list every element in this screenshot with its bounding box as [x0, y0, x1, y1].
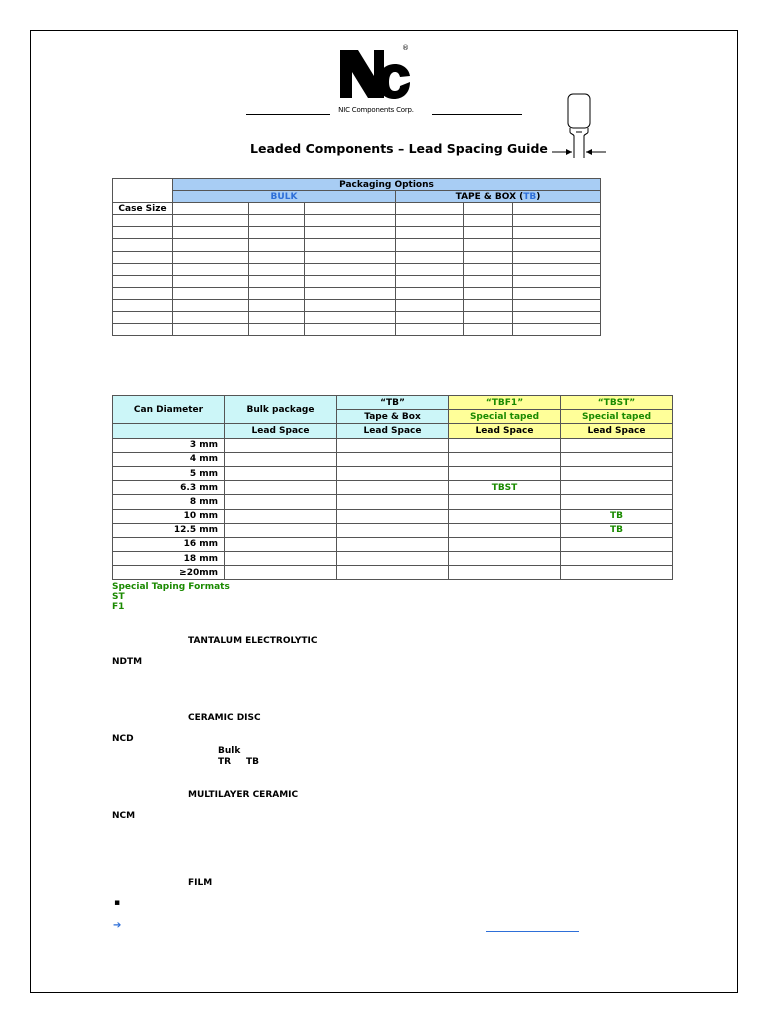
bulk-cell [225, 495, 337, 509]
tbf1-cell [449, 537, 561, 551]
t1-cell [464, 239, 513, 251]
tbst-cell [561, 552, 673, 566]
can-diameter-cell: 6.3 mm [113, 481, 225, 495]
tbst-cell: TB [561, 509, 673, 523]
t1-cell [173, 324, 249, 336]
t2-row [113, 481, 673, 495]
t1-cell [113, 324, 173, 336]
t1-cell [464, 299, 513, 311]
t1-cell [305, 312, 396, 324]
t2-row [113, 509, 673, 523]
arrow-icon: ➔ [113, 920, 122, 931]
t1-cell [464, 324, 513, 336]
t1-cell [305, 324, 396, 336]
tb-lead-space-header: Lead Space [337, 424, 449, 438]
bulk-cell [225, 523, 337, 537]
tbf1-cell [449, 495, 561, 509]
title-rule-left [246, 114, 330, 115]
tb-cell [337, 495, 449, 509]
film-heading: FILM [188, 878, 213, 888]
tbst-code-header: “TBST” [561, 396, 673, 410]
ndtm-label: NDTM [112, 657, 143, 667]
t1-cell [305, 287, 396, 299]
t1-cell [305, 239, 396, 251]
lead-space-table [112, 395, 673, 580]
can-diameter-cell: 16 mm [113, 537, 225, 551]
t1-row [113, 263, 601, 275]
tbst-cell [561, 566, 673, 580]
tantalum-heading: TANTALUM ELECTROLYTIC [188, 636, 318, 646]
multilayer-heading: MULTILAYER CERAMIC [188, 790, 299, 800]
bulk-cell [225, 566, 337, 580]
t1-cell [173, 312, 249, 324]
t1-cell [396, 312, 464, 324]
tbf1-code-header: “TBF1” [449, 396, 561, 410]
t1-cell [513, 227, 601, 239]
t1-cell [173, 299, 249, 311]
t1-row [113, 299, 601, 311]
t2-row [113, 452, 673, 466]
t1-cell [396, 227, 464, 239]
tbf1-lead-space-header: Lead Space [449, 424, 561, 438]
t1-cell [249, 227, 305, 239]
can-diameter-cell: 8 mm [113, 495, 225, 509]
can-diameter-cell: 12.5 mm [113, 523, 225, 537]
bulk-cell [225, 466, 337, 480]
t2-row [113, 566, 673, 580]
tape-box-label: TAPE & BOX ( [455, 191, 524, 202]
nic-logo [336, 42, 414, 102]
registered-mark: ® [402, 44, 409, 52]
t1-cell [249, 239, 305, 251]
hyperlink-underline[interactable] [486, 931, 579, 932]
tb-desc-header: Tape & Box [337, 410, 449, 424]
t1-row [113, 215, 601, 227]
t1-cell [173, 263, 249, 275]
t1-cell [249, 312, 305, 324]
special-taping-f1: F1 [112, 602, 125, 612]
t1-cell [464, 263, 513, 275]
packaging-options-table [112, 178, 601, 336]
can-diameter-cell: 5 mm [113, 466, 225, 480]
t1-cell [396, 299, 464, 311]
tbf1-cell [449, 566, 561, 580]
t1-cell [464, 275, 513, 287]
can-diameter-cell: 4 mm [113, 452, 225, 466]
t1-cell [113, 275, 173, 287]
t1-corner-cell [113, 179, 173, 203]
page-title: Leaded Components – Lead Spacing Guide [250, 141, 548, 156]
t1-cell [513, 263, 601, 275]
t1-row [113, 227, 601, 239]
t1-cell [249, 287, 305, 299]
tb-code-header: “TB” [337, 396, 449, 410]
t2-row [113, 537, 673, 551]
ncd-label: NCD [112, 734, 134, 744]
t1-cell [113, 287, 173, 299]
t1-cell [113, 299, 173, 311]
tbf1-cell [449, 552, 561, 566]
t2-row [113, 495, 673, 509]
tbf1-desc-header: Special taped [449, 410, 561, 424]
t1-cell [249, 299, 305, 311]
t1-cell [113, 227, 173, 239]
case-size-header: Case Size [113, 203, 173, 215]
t1-cell [513, 287, 601, 299]
tb-cell [337, 466, 449, 480]
special-taping-title: Special Taping Formats [112, 582, 230, 592]
can-diameter-cell: ≥20mm [113, 566, 225, 580]
tbf1-cell: TBST [449, 481, 561, 495]
ncd-bulk-label: Bulk [218, 746, 241, 756]
t1-row [113, 275, 601, 287]
tbf1-cell [449, 466, 561, 480]
tbst-cell [561, 537, 673, 551]
t1-cell [513, 275, 601, 287]
t1-cell [464, 215, 513, 227]
t1-cell [396, 324, 464, 336]
t1-row [113, 287, 601, 299]
t2-row [113, 438, 673, 452]
t1-cell [305, 215, 396, 227]
bulk-header: BULK [173, 191, 396, 203]
ncd-tr-label: TR [218, 757, 232, 767]
tb-cell [337, 523, 449, 537]
tbst-desc-header: Special taped [561, 410, 673, 424]
t1-cell [464, 287, 513, 299]
t1-row [113, 251, 601, 263]
can-diameter-cell: 18 mm [113, 552, 225, 566]
bulk-cell [225, 537, 337, 551]
ncm-label: NCM [112, 811, 136, 821]
t1-cell [173, 227, 249, 239]
tbst-cell [561, 481, 673, 495]
bulk-lead-space-header: Lead Space [225, 424, 337, 438]
t2-blank-header [113, 424, 225, 438]
t1-cell [113, 312, 173, 324]
t1-cell [396, 287, 464, 299]
can-diameter-header: Can Diameter [113, 396, 225, 424]
t1-cell [305, 275, 396, 287]
t1-cell [249, 215, 305, 227]
tb-cell [337, 452, 449, 466]
tb-cell [337, 438, 449, 452]
t1-cell [513, 215, 601, 227]
t1-row [113, 239, 601, 251]
t1-cell [513, 251, 601, 263]
bulk-package-header: Bulk package [225, 396, 337, 424]
special-taping-formats [112, 582, 230, 612]
t1-cell [513, 299, 601, 311]
tape-box-label-end: ) [536, 191, 541, 202]
tape-box-tb-code: TB [523, 191, 537, 202]
title-rule-right [432, 114, 522, 115]
tbst-lead-space-header: Lead Space [561, 424, 673, 438]
t2-row [113, 552, 673, 566]
tbf1-cell [449, 438, 561, 452]
t1-cell [396, 215, 464, 227]
tbf1-cell [449, 452, 561, 466]
bulk-cell [225, 481, 337, 495]
t1-body [113, 215, 601, 336]
bullet-marker: ▪ [114, 898, 121, 908]
t1-cell [249, 251, 305, 263]
t1-cell [513, 312, 601, 324]
t1-cell [305, 251, 396, 263]
t1-cell [464, 251, 513, 263]
t1-cell [113, 251, 173, 263]
t1-cell [305, 227, 396, 239]
t1-row [113, 324, 601, 336]
tbst-cell [561, 452, 673, 466]
t2-body [113, 438, 673, 580]
t2-row [113, 466, 673, 480]
tbst-cell [561, 438, 673, 452]
ceramic-disc-heading: CERAMIC DISC [188, 713, 261, 723]
tbf1-cell [449, 523, 561, 537]
t1-cell [113, 263, 173, 275]
tb-cell [337, 552, 449, 566]
tb-cell [337, 481, 449, 495]
t1-cell [513, 324, 601, 336]
logo-caption: NIC Components Corp. [338, 106, 414, 114]
t1-cell [113, 215, 173, 227]
packaging-options-header: Packaging Options [173, 179, 601, 191]
t1-cell [173, 251, 249, 263]
bulk-cell [225, 552, 337, 566]
tape-box-header [396, 191, 601, 203]
bulk-cell [225, 509, 337, 523]
can-diameter-cell: 10 mm [113, 509, 225, 523]
special-taping-st: ST [112, 592, 125, 602]
t1-row [113, 312, 601, 324]
t1-cell [113, 239, 173, 251]
tbst-cell [561, 495, 673, 509]
t1-cell [396, 251, 464, 263]
t1-cell [249, 263, 305, 275]
tbf1-cell [449, 509, 561, 523]
t1-cell [249, 275, 305, 287]
t1-cell [305, 299, 396, 311]
tb-cell [337, 566, 449, 580]
t1-cell [396, 239, 464, 251]
t1-cell [513, 239, 601, 251]
t1-cell [173, 215, 249, 227]
tb-cell [337, 509, 449, 523]
t1-cell [305, 263, 396, 275]
t1-cell [464, 312, 513, 324]
t1-cell [396, 275, 464, 287]
t1-cell [249, 324, 305, 336]
t1-cell [173, 239, 249, 251]
ncd-tb-label: TB [246, 757, 259, 767]
t1-cell [173, 287, 249, 299]
tbst-cell: TB [561, 523, 673, 537]
capacitor-lead-spacing-icon [550, 92, 608, 160]
bulk-cell [225, 452, 337, 466]
t1-cell [173, 275, 249, 287]
t2-row [113, 523, 673, 537]
t1-cell [396, 263, 464, 275]
tbst-cell [561, 466, 673, 480]
can-diameter-cell: 3 mm [113, 438, 225, 452]
t1-cell [464, 227, 513, 239]
tb-cell [337, 537, 449, 551]
bulk-cell [225, 438, 337, 452]
